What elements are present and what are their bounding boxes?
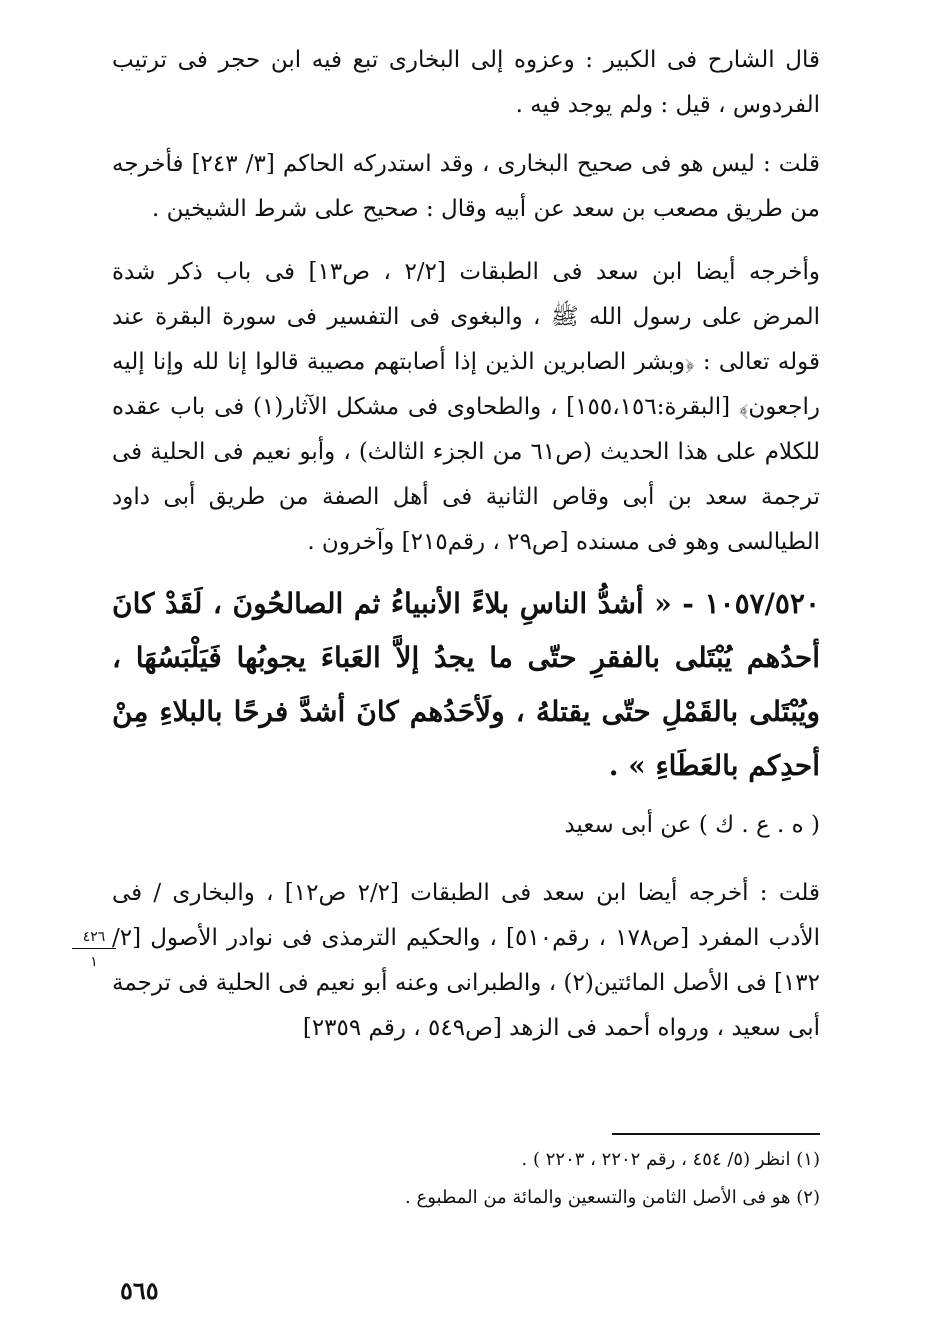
margin-reference <box>72 928 116 971</box>
footnote-rule <box>612 1133 820 1135</box>
main-text-column <box>112 38 820 1051</box>
hadith-source: ( ه . ع . ك ) عن أبى سعيد <box>564 812 820 838</box>
page-number: ٥٦٥ <box>120 1276 159 1305</box>
hadith-text: ١٠٥٧/٥٢٠ - « أشدُّ الناسِ بلاءً الأنبياءُ ثم الصالحُونَ ، لَقَدْ كانَ أحدُهم يُبْتَلى بالفقرِ حتّى ما يجدُ إلاَّ العَباءَ يجوبُها فَيَلْبَسُهَا ، ويُبْتَلى بالقَمْلِ حتّى يقتلهُ ، ولَأحَدُهم كانَ أشدَّ فرحًا بالبلاءِ مِنْ أحدِكم بالعَطَاءِ » . <box>112 587 820 782</box>
paragraph-qult-2: قلت : أخرجه أيضا ابن سعد فى الطبقات [٢/٢ ص١٢] ، والبخارى / فى الأدب المفرد [ص١٧٨ ، رقم٥١٠] ، والحكيم الترمذى فى نوادر الأصول [٢/ ١٣٢] فى الأصل المائتين(٢) ، والطبرانى وعنه أبو نعيم فى الحلية فى ترجمة أبى سعيد ، ورواه أحمد فى الزهد [ص٥٤٩ ، رقم ٢٣٥٩] <box>112 880 821 1041</box>
footnote-2: (٢) هو فى الأصل الثامن والتسعين والمائة من المطبوع . <box>405 1187 820 1208</box>
paragraph-commentary: قال الشارح فى الكبير : وعزوه إلى البخارى تبع فيه ابن حجر فى ترتيب الفردوس ، قيل : ولم يوجد فيه . <box>112 47 820 118</box>
footnote-1: (١) انظر (٥/ ٤٥٤ ، رقم ٢٢٠٢ ، ٢٢٠٣ ) . <box>521 1149 820 1170</box>
paragraph-sources: وأخرجه أيضا ابن سعد فى الطبقات [٢/٢ ، ص١٣] فى باب ذكر شدة المرض على رسول الله ﷺ ، والبغوى فى التفسير فى سورة البقرة عند قوله تعالى : ﴿وبشر الصابرين الذين إذا أصابتهم مصيبة قالوا إنا لله وإنا إليه راجعون﴾ [البقرة:١٥٥،١٥٦] ، والطحاوى فى مشكل الآثار(١) فى باب عقده للكلام على هذا الحديث (ص٦١ من الجزء الثالث) ، وأبو نعيم فى الحلية فى ترجمة سعد بن أبى وقاص الثانية فى أهل الصفة من طريق أبى داود الطيالسى وهو فى مسنده [ص٢٩ ، رقم٢١٥] وآخرون . <box>112 259 820 555</box>
paragraph-qult-1: قلت : ليس هو فى صحيح البخارى ، وقد استدركه الحاكم [٣/ ٢٤٣] فأخرجه من طريق مصعب بن سعد عن أبيه وقال : صحيح على شرط الشيخين . <box>112 151 820 222</box>
margin-ref-bottom: ١ <box>90 954 98 970</box>
margin-ref-top: ٤٢٦ <box>72 928 116 949</box>
